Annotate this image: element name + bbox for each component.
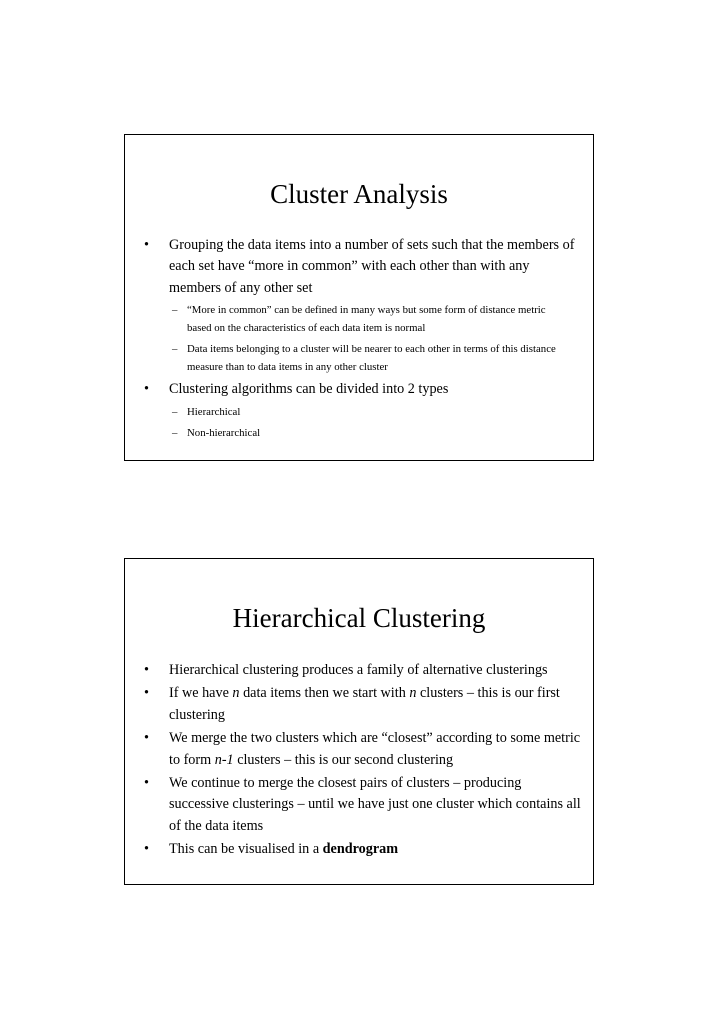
- bullet-text-part: data items then we start with: [243, 685, 406, 702]
- dash-icon: –: [172, 343, 178, 356]
- bullet-text: Hierarchical clustering produces a family of alternative clusterings: [169, 662, 548, 678]
- sub-bullet-item: [125, 424, 593, 442]
- sub-bullet-item: [125, 403, 593, 421]
- bullet-text-part: If we have: [169, 685, 229, 702]
- variable-n-minus-1: n-1: [214, 751, 234, 768]
- bullet-item: [125, 683, 593, 726]
- bullet-item: [125, 839, 593, 860]
- bullet-text: Grouping the data items into a number of sets such that the members of each set have “more in common” with each other than with any members of any other set: [169, 237, 575, 296]
- bullet-item: [125, 660, 593, 681]
- variable-n: n: [232, 685, 240, 702]
- slide-title: Cluster Analysis: [270, 179, 448, 209]
- bullet-list: [125, 235, 593, 445]
- bullet-list: [125, 660, 593, 863]
- dendrogram-term: dendrogram: [322, 841, 399, 858]
- bullet-item: [125, 235, 593, 299]
- dash-icon: –: [172, 405, 178, 418]
- bullet-icon: •: [144, 730, 149, 747]
- bullet-item: [125, 773, 593, 837]
- sub-bullet-text: Data items belonging to a cluster will be nearer to each other in terms of this distance measure than to data items in any other cluster: [187, 343, 556, 374]
- sub-bullet-text: Hierarchical: [187, 405, 241, 418]
- bullet-icon: •: [144, 685, 149, 702]
- bullet-text: We continue to merge the closest pairs of clusters – producing successive clusterings – until we have just one cluster which contains all of the data items: [169, 775, 581, 834]
- variable-n: n: [409, 685, 417, 702]
- bullet-text-part: This can be visualised in a: [169, 841, 320, 858]
- bullet-text-part: We merge the two clusters which are “closest” according to some metric to form: [169, 730, 581, 768]
- sub-bullet-text: “More in common” can be defined in many ways but some form of distance metric based on the characteristics of each data item is normal: [187, 304, 546, 335]
- dash-icon: –: [172, 426, 178, 439]
- bullet-text-part: clusters – this is our first clustering: [169, 685, 560, 723]
- slide-title: Hierarchical Clustering: [232, 603, 486, 633]
- bullet-icon: •: [144, 237, 149, 253]
- bullet-item: [125, 728, 593, 771]
- bullet-item: [125, 379, 593, 400]
- bullet-icon: •: [144, 841, 149, 858]
- bullet-icon: •: [144, 775, 149, 792]
- slide-cluster-analysis: [124, 134, 594, 461]
- sub-bullet-item: [125, 340, 593, 376]
- bullet-text: Clustering algorithms can be divided into 2 types: [169, 381, 449, 398]
- slide-hierarchical-clustering: [124, 558, 594, 885]
- bullet-text-part: clusters – this is our second clustering: [237, 751, 454, 768]
- dash-icon: –: [172, 304, 178, 317]
- bullet-icon: •: [144, 662, 149, 678]
- sub-bullet-item: [125, 301, 593, 337]
- sub-bullet-text: Non-hierarchical: [187, 426, 261, 439]
- bullet-icon: •: [144, 381, 149, 398]
